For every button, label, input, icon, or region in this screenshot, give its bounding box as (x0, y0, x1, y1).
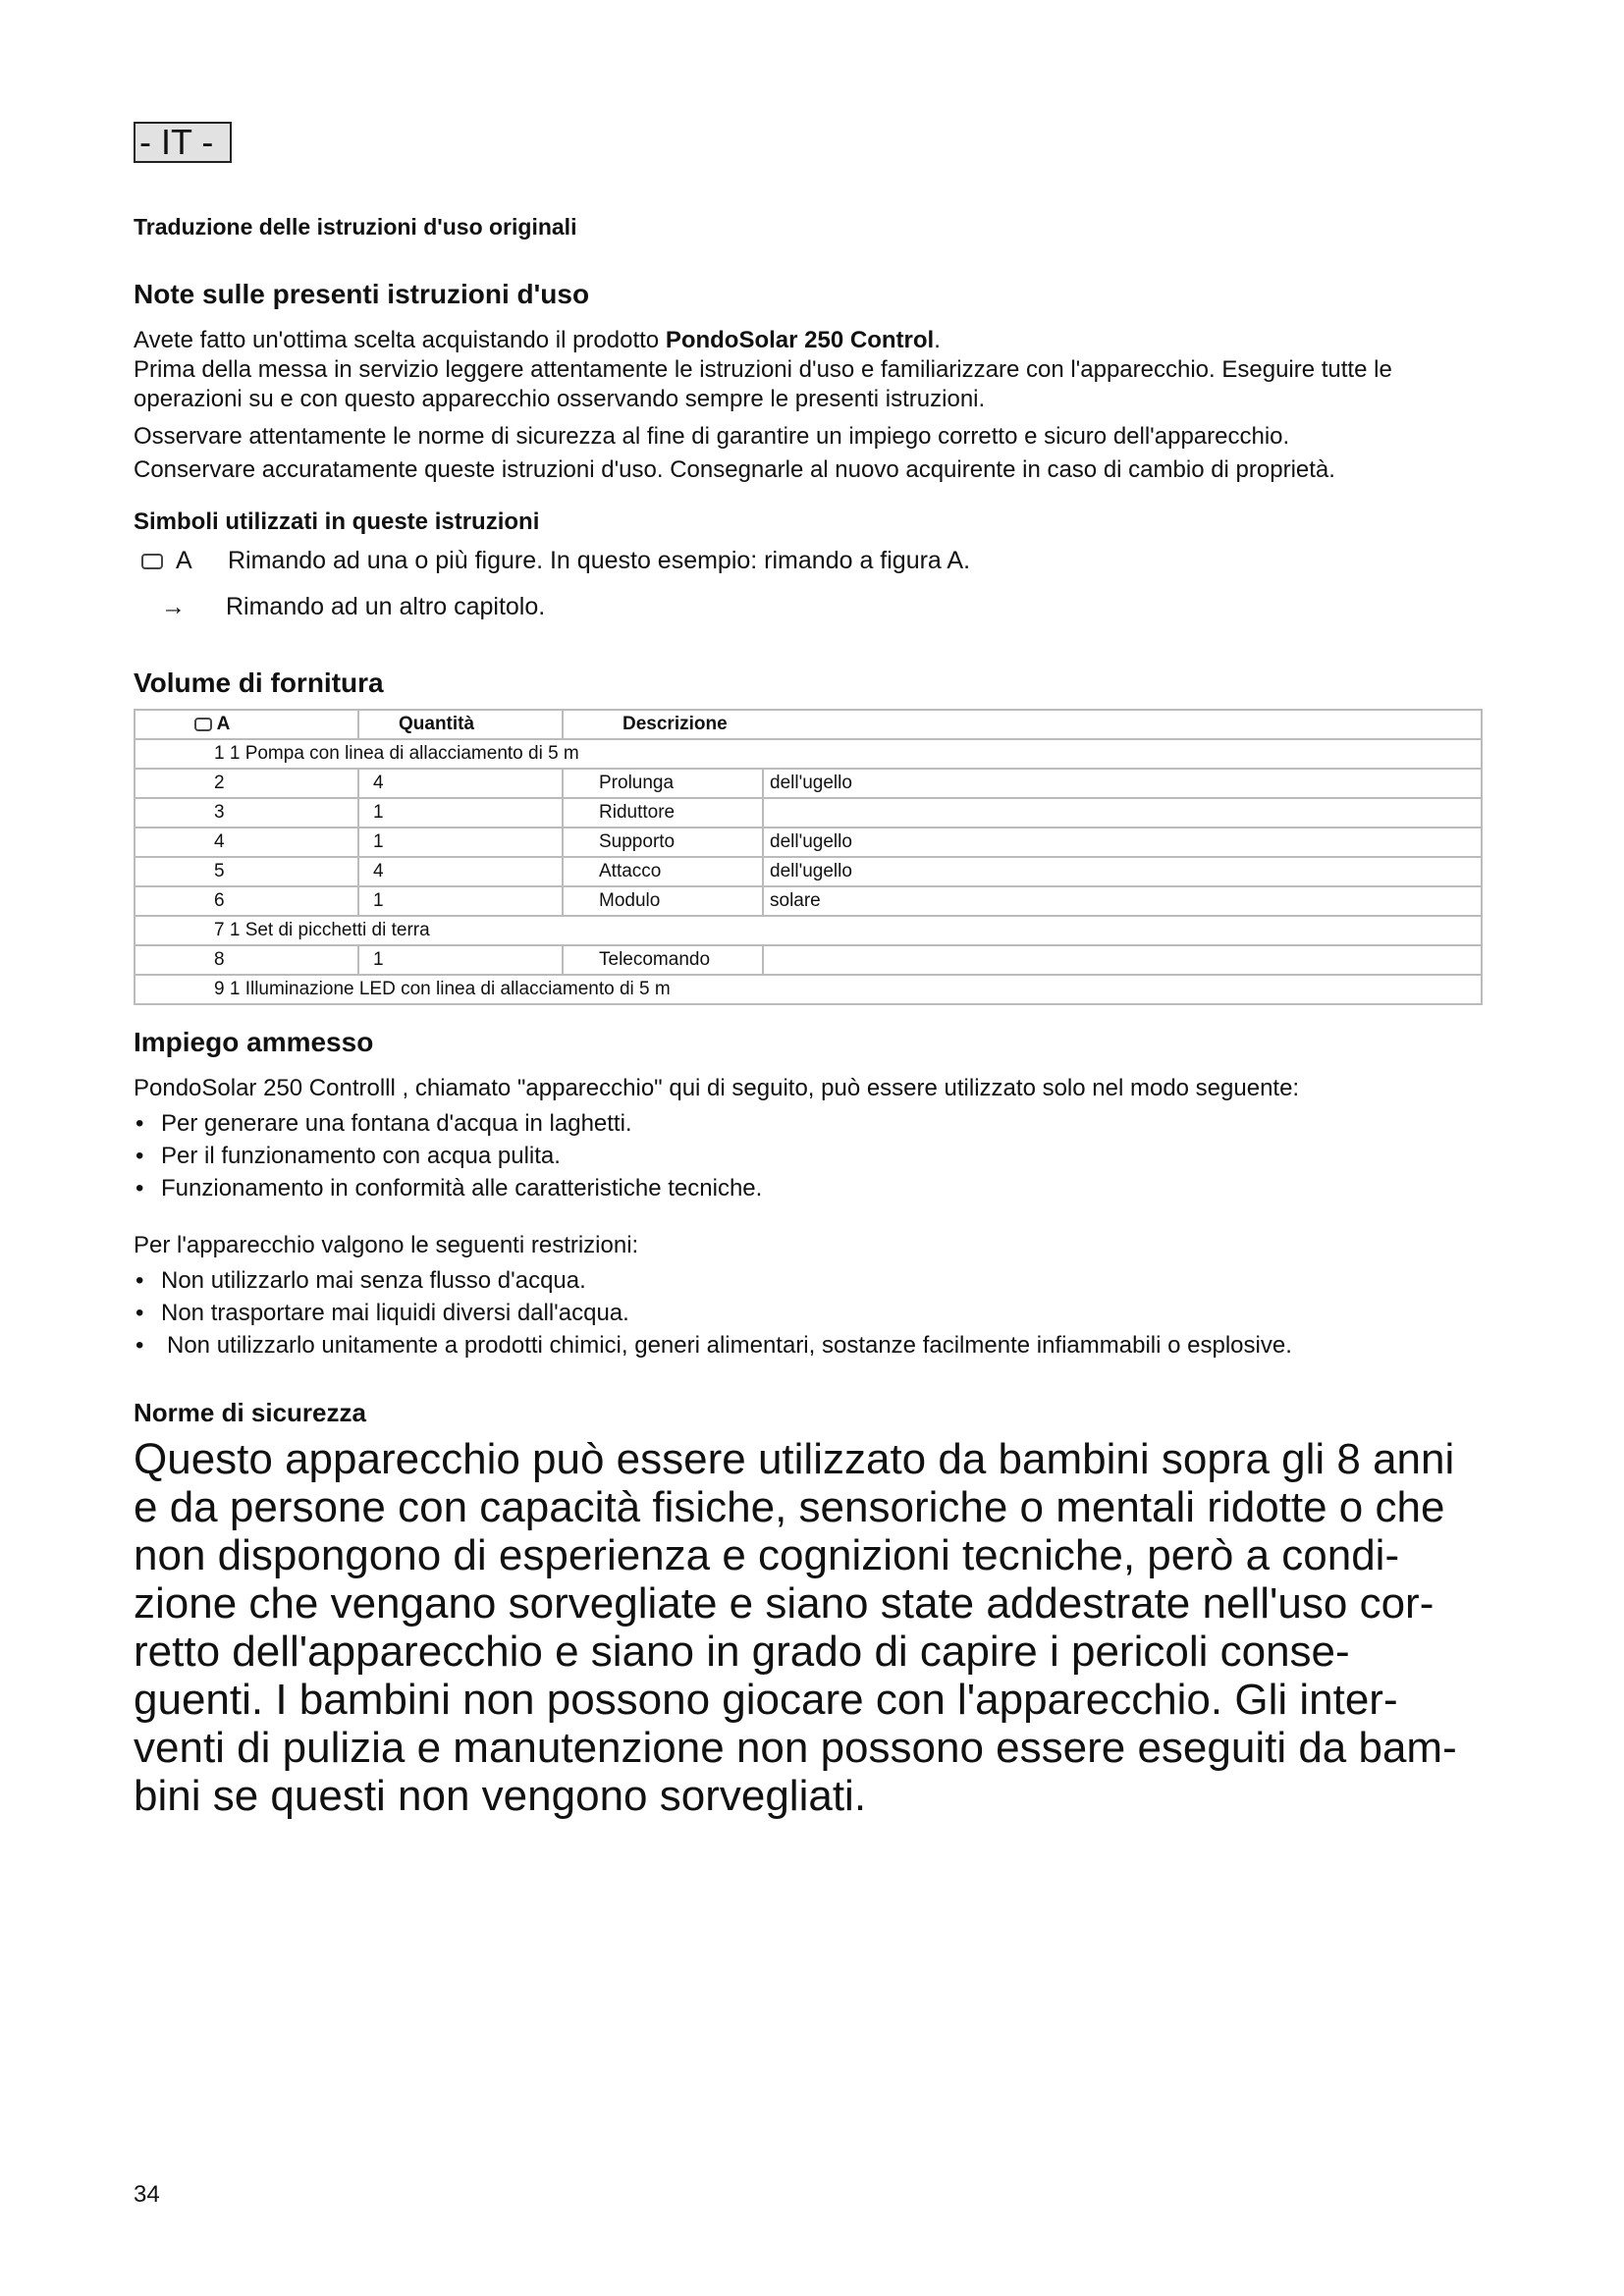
warning-line: guenti. I bambini non possono giocare con l'apparecchio. Gli inter- (134, 1676, 1398, 1724)
table-row (135, 916, 1482, 945)
table-cell-merged: 7 1 Set di picchetti di terra (135, 916, 1482, 945)
list-item: • Non trasportare mai liquidi diversi dall'acqua. (135, 1297, 1530, 1329)
intro-prefix: Avete fatto un'ottima scelta acquistando il prodotto (134, 327, 666, 353)
table-row (135, 975, 1482, 1004)
table-cell-merged: 9 1 Illuminazione LED con linea di allacciamento di 5 m (135, 975, 1482, 1004)
notes-intro (134, 324, 1498, 356)
table-header-row (135, 710, 1482, 739)
table-cell-description-extra: dell'ugello (763, 857, 1482, 886)
warning-line: bini se questi non vengono sorvegliati. (134, 1772, 867, 1820)
table-cell-figure: 4 (135, 828, 358, 857)
table-cell-description-extra (763, 798, 1482, 828)
safety-heading: Norme di sicurezza (134, 1398, 366, 1427)
warning-line: venti di pulizia e manutenzione non possono essere eseguiti da bam- (134, 1724, 1457, 1772)
table-row (135, 945, 1482, 975)
table-cell-description-extra: dell'ugello (763, 828, 1482, 857)
table-cell-quantity: 4 (358, 857, 563, 886)
table-cell-quantity: 1 (358, 886, 563, 916)
arrow-right-icon: → (161, 593, 186, 620)
table-cell-figure: 8 (135, 945, 358, 975)
table-cell-figure: 2 (135, 769, 358, 798)
table-cell-figure: 5 (135, 857, 358, 886)
table-row (135, 739, 1482, 769)
intro-suffix: . (934, 327, 941, 353)
table-cell-quantity: 1 (358, 945, 563, 975)
header-quantity: Quantità (358, 710, 563, 739)
table-row (135, 857, 1482, 886)
table-cell-quantity: 1 (358, 798, 563, 828)
notes-para-1: Prima della messa in servizio leggere attentamente le istruzioni d'uso e familiarizzare con l'apparecchio. Eseguire tutte le operazioni su e con questo apparecchio osservando sempre le presenti istruzioni. (134, 356, 1392, 412)
notes-para-3: Conservare accuratamente queste istruzioni d'uso. Consegnarle al nuovo acquirente in caso di cambio di proprietà. (134, 456, 1335, 483)
table-cell-merged: 1 1 Pompa con linea di allacciamento di 5 m (135, 739, 1482, 769)
list-item: • Per il funzionamento con acqua pulita. (135, 1140, 1510, 1172)
list-item: • Funzionamento in conformità alle caratteristiche tecniche. (135, 1172, 1510, 1204)
figure-reference-icon (194, 718, 212, 731)
symbol-chapter-text: Rimando ad un altro capitolo. (226, 593, 546, 620)
symbol-figure-text: Rimando ad una o più figure. In questo esempio: rimando a figura A. (228, 547, 971, 574)
table-cell-description: Supporto (563, 828, 763, 857)
table-cell-description-extra: solare (763, 886, 1482, 916)
table-cell-description: Modulo (563, 886, 763, 916)
list-item: • Non utilizzarlo mai senza flusso d'acqua. (135, 1264, 1530, 1297)
symbols-heading: Simboli utilizzati in queste istruzioni (134, 508, 540, 535)
header-description: Descrizione (563, 710, 1482, 739)
symbol-row-chapter (141, 593, 546, 621)
safety-warning-text (134, 1435, 1508, 1820)
warning-line: zione che vengano sorvegliate e siano state addestrate nell'uso cor- (134, 1579, 1435, 1628)
table-cell-quantity: 1 (358, 828, 563, 857)
symbol-figure-letter: A (175, 547, 192, 574)
notes-heading: Note sulle presenti istruzioni d'uso (134, 279, 590, 309)
table-row (135, 798, 1482, 828)
table-cell-description: Riduttore (563, 798, 763, 828)
list-item: • Non utilizzarlo unitamente a prodotti chimici, generi alimentari, sostanze facilmente infiammabili o esplosive. (135, 1329, 1530, 1362)
language-badge: - IT - (134, 122, 232, 163)
supply-heading: Volume di fornitura (134, 667, 384, 698)
restrictions-list (135, 1264, 1530, 1362)
restrictions-intro: Per l'apparecchio valgono le seguenti restrizioni: (134, 1232, 639, 1258)
product-name: PondoSolar 250 Control (665, 327, 935, 353)
table-cell-quantity: 4 (358, 769, 563, 798)
symbol-row-figure (141, 547, 971, 575)
use-heading: Impiego ammesso (134, 1027, 374, 1057)
warning-line: retto dell'apparecchio e siano in grado di capire i pericoli conse- (134, 1628, 1350, 1676)
table-cell-description-extra (763, 945, 1482, 975)
supply-table (134, 709, 1483, 1005)
header-figure: A (135, 710, 358, 739)
document-subtitle: Traduzione delle istruzioni d'uso originali (134, 214, 577, 240)
use-intro: PondoSolar 250 Controlll , chiamato "apparecchio" qui di seguito, può essere utilizzato solo nel modo seguente: (134, 1075, 1300, 1101)
table-row (135, 886, 1482, 916)
table-cell-description-extra: dell'ugello (763, 769, 1482, 798)
warning-line: Questo apparecchio può essere utilizzato da bambini sopra gli 8 anni (134, 1435, 1455, 1483)
table-row (135, 769, 1482, 798)
notes-para-2: Osservare attentamente le norme di sicurezza al fine di garantire un impiego corretto e sicuro dell'apparecchio. (134, 423, 1290, 450)
table-cell-description: Attacco (563, 857, 763, 886)
table-cell-figure: 6 (135, 886, 358, 916)
page-number: 34 (134, 2181, 160, 2208)
warning-line: non dispongono di esperienza e cognizioni tecniche, però a condi- (134, 1531, 1400, 1579)
figure-reference-icon (141, 554, 163, 569)
table-cell-description: Prolunga (563, 769, 763, 798)
list-item: • Per generare una fontana d'acqua in laghetti. (135, 1107, 1510, 1140)
warning-line: e da persone con capacità fisiche, sensoriche o mentali ridotte o che (134, 1483, 1445, 1531)
table-cell-description: Telecomando (563, 945, 763, 975)
allowed-use-list (135, 1107, 1510, 1204)
table-cell-figure: 3 (135, 798, 358, 828)
table-row (135, 828, 1482, 857)
